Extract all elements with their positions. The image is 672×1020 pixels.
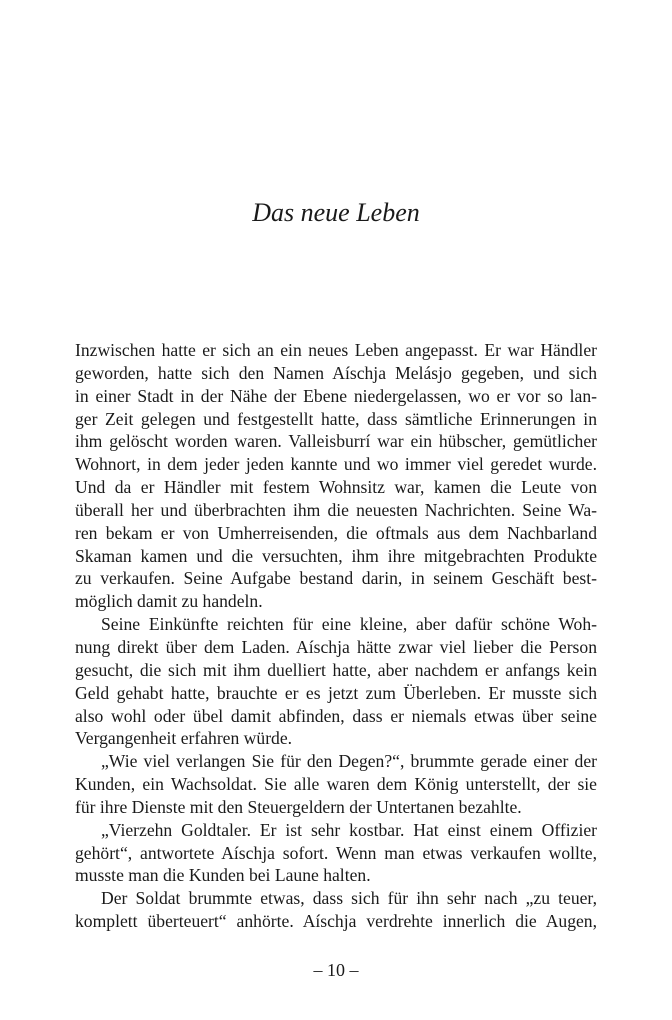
text-line: ihm gelöscht worden waren. Valleisburrí war ein hübscher, gemütlicher (75, 431, 597, 452)
text-line: „Vierzehn Goldtaler. Er ist sehr kostbar. Hat einst einem Offizier (101, 819, 597, 840)
paragraph-4 (75, 819, 597, 888)
text-line: Skaman kamen und die versuchten, ihm ihre mitgebrachten Produkte (75, 545, 597, 566)
text-line: „Wie viel verlangen Sie für den Degen?“, brummte gerade einer der (101, 751, 597, 772)
chapter-title: Das neue Leben (252, 198, 420, 227)
page-number: – 10 – (313, 960, 359, 980)
text-line: Der Soldat brummte etwas, dass sich für ihn sehr nach „zu teuer, (101, 888, 597, 909)
text-line: nung direkt über dem Laden. Aíschja hätte zwar viel lieber die Person (75, 636, 597, 657)
text-line: Inzwischen hatte er sich an ein neues Leben angepasst. Er war Händler (75, 340, 597, 360)
text-line: Kunden, ein Wachsoldat. Sie alle waren dem König unterstellt, der sie (75, 774, 597, 795)
text-line: Und da er Händler mit festem Wohnsitz war, kamen die Leute von (75, 477, 597, 498)
text-line: ger Zeit gelegen und festgestellt hatte, dass sämtliche Erinnerungen in (75, 408, 597, 429)
text-line: in einer Stadt in der Nähe der Ebene niedergelassen, wo er vor so lan- (75, 385, 597, 406)
text-line: Vergangenheit erfahren würde. (75, 728, 293, 749)
text-line: komplett überteuert“ anhörte. Aíschja verdrehte innerlich die Augen, (75, 911, 597, 932)
text-line: zu verkaufen. Seine Aufgabe bestand darin, in seinem Geschäft best- (75, 568, 597, 589)
text-line: für ihre Dienste mit den Steuergeldern der Untertanen bezahlte. (75, 796, 522, 817)
text-line: gehört“, antwortete Aíschja sofort. Wenn man etwas verkaufen wollte, (75, 842, 597, 863)
text-line: musste man die Kunden bei Laune halten. (75, 865, 371, 886)
text-line: überall her und überbrachten ihm die neuesten Nachrichten. Seine Wa- (75, 499, 597, 520)
paragraph-1 (75, 339, 597, 613)
body-text (75, 339, 597, 933)
paragraph-5 (75, 887, 597, 933)
text-line: gesucht, die sich mit ihm duelliert hatte, aber nachdem er anfangs kein (75, 659, 597, 680)
text-line: möglich damit zu handeln. (75, 591, 263, 612)
text-line: also wohl oder übel damit abfinden, dass er niemals etwas über seine (75, 705, 597, 726)
text-line: ren bekam er von Umherreisenden, die oftmals aus dem Nachbarland (75, 522, 597, 543)
text-line: Geld gehabt hatte, brauchte er es jetzt zum Überleben. Er musste sich (75, 682, 597, 703)
paragraph-2 (75, 613, 597, 750)
text-line: geworden, hatte sich den Namen Aíschja Melásjo gegeben, und sich (75, 362, 597, 383)
text-line: Wohnort, in dem jeder jeden kannte und wo immer viel geredet wurde. (75, 454, 597, 475)
paragraph-3 (75, 750, 597, 819)
text-line: Seine Einkünfte reichten für eine kleine, aber dafür schöne Woh- (101, 614, 597, 635)
